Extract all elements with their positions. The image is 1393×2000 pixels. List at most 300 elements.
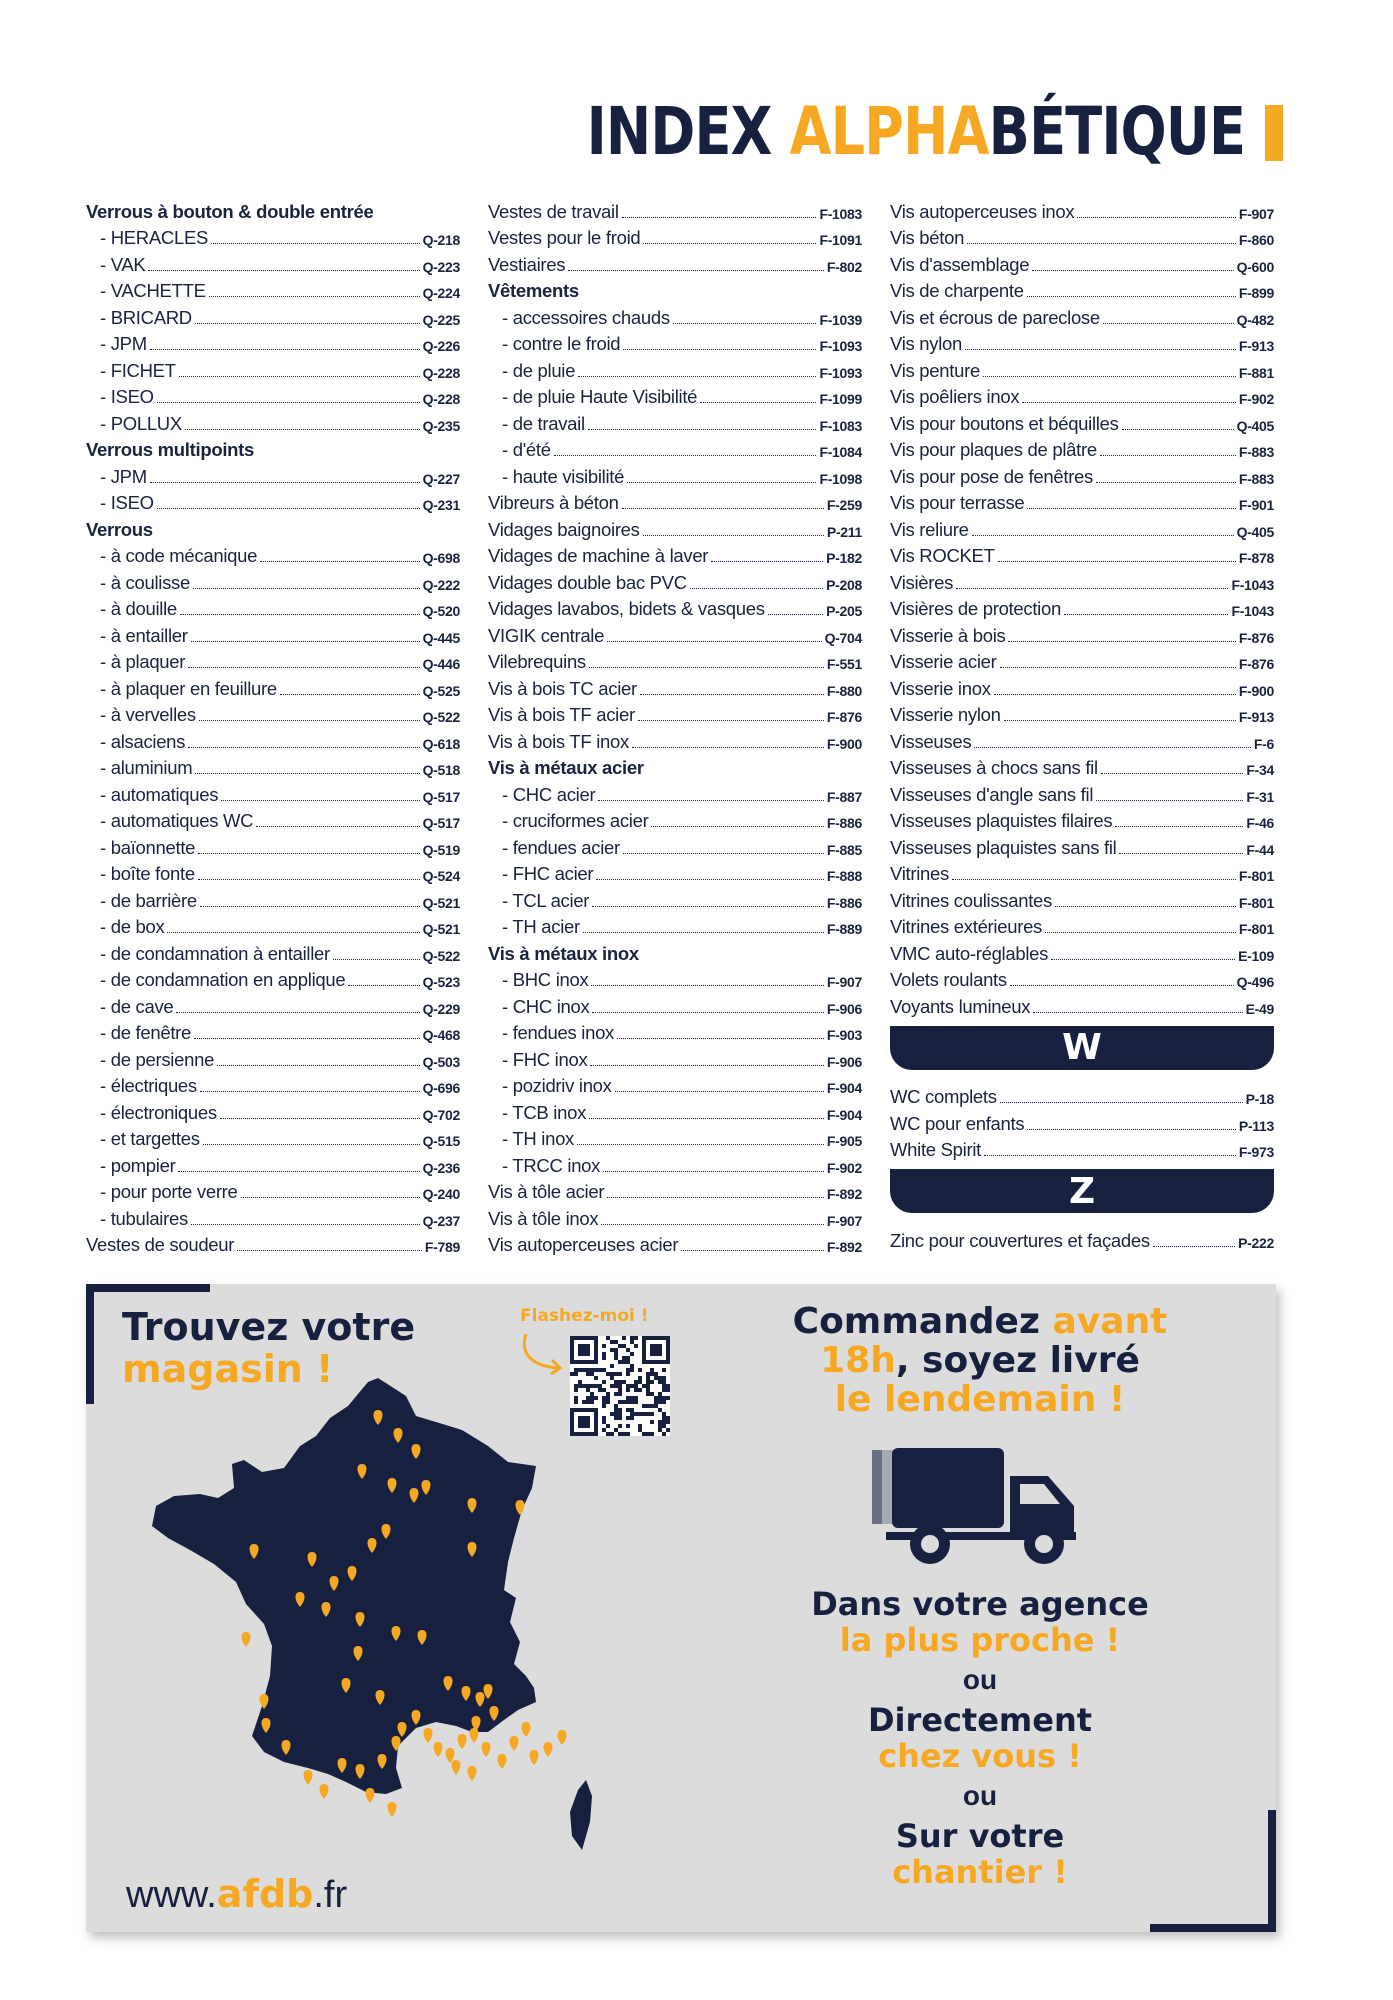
index-column-1 (86, 196, 460, 1256)
index-entry-page-code: F-904 (826, 1106, 862, 1123)
store-pin-icon[interactable] (452, 1760, 461, 1775)
dot-leader (592, 906, 824, 907)
index-entry[interactable] (86, 1150, 460, 1177)
dot-leader (601, 1224, 824, 1225)
index-entry-page-code: F-889 (826, 921, 862, 937)
index-entry-page-code: P-205 (826, 603, 862, 619)
dot-leader (1000, 667, 1236, 668)
index-entry-name: - de pluie Haute Visibilité (502, 386, 698, 407)
index-entry[interactable] (890, 1108, 1274, 1135)
store-pin-icon[interactable] (544, 1742, 553, 1757)
index-entry-page-code: Q-223 (422, 258, 460, 275)
index-entry[interactable] (86, 567, 460, 594)
index-entry-page-code: Q-405 (1236, 523, 1274, 540)
dot-leader (590, 1065, 824, 1066)
index-entry[interactable] (488, 647, 862, 674)
index-entry[interactable] (488, 779, 862, 806)
dot-leader (588, 429, 817, 430)
store-pin-icon[interactable] (424, 1728, 433, 1743)
index-entry[interactable] (890, 806, 1274, 833)
index-entry[interactable] (890, 302, 1274, 329)
index-entry[interactable] (890, 408, 1274, 435)
index-entry-page-code: F-259 (826, 497, 862, 513)
store-pin-icon[interactable] (482, 1742, 491, 1757)
letter-section-header: W (890, 1026, 1274, 1070)
index-entry-name: Visières de protection (890, 598, 1061, 619)
index-entry[interactable] (890, 223, 1274, 250)
index-entry-page-code: F-881 (1238, 364, 1274, 381)
index-entry[interactable] (890, 488, 1274, 515)
index-entry-name: - d'été (502, 439, 551, 460)
index-entry[interactable] (86, 965, 460, 992)
store-pin-icon[interactable] (388, 1802, 397, 1817)
dot-leader (241, 1197, 420, 1198)
index-entry[interactable] (488, 488, 862, 515)
index-entry[interactable] (890, 196, 1274, 223)
index-entry[interactable] (86, 302, 460, 329)
index-entry-page-code: F-876 (1238, 629, 1274, 646)
index-entry[interactable] (86, 276, 460, 303)
dot-leader (1055, 906, 1236, 907)
order-line1b: avant (1052, 1301, 1168, 1342)
index-entry[interactable] (890, 1135, 1274, 1162)
index-entry-name: - FHC inox (502, 1048, 588, 1070)
index-entry-page-code: E-109 (1238, 947, 1274, 964)
index-entry-page-code: F-892 (826, 1186, 862, 1202)
index-entry-page-code: F-913 (1238, 709, 1274, 725)
dot-leader (974, 747, 1251, 748)
index-entry-page-code: P-211 (826, 523, 862, 540)
index-entry-name: - CHC inox (502, 995, 590, 1017)
index-entry[interactable] (86, 1018, 460, 1045)
index-entry-page-code: F-907 (1238, 205, 1274, 222)
index-entry-page-code: F-34 (1246, 762, 1274, 778)
index-entry[interactable] (86, 726, 460, 753)
dot-leader (1100, 455, 1236, 456)
index-entry[interactable] (86, 1203, 460, 1230)
index-entry[interactable] (488, 355, 862, 382)
dot-leader (157, 402, 420, 403)
dot-leader (200, 906, 420, 907)
index-entry[interactable] (890, 329, 1274, 356)
dot-leader (1077, 217, 1236, 218)
index-category-heading (488, 276, 862, 303)
index-entry-name: - de persienne (100, 1048, 215, 1070)
dot-leader (1045, 932, 1236, 933)
index-entry[interactable] (86, 832, 460, 859)
index-entry[interactable] (890, 912, 1274, 939)
or-separator-2: ou (962, 1780, 998, 1811)
index-entry[interactable] (488, 620, 862, 647)
index-entry[interactable] (890, 673, 1274, 700)
index-entry[interactable] (86, 991, 460, 1018)
dot-leader (1122, 429, 1234, 430)
index-entry-name: Vis à bois TF acier (488, 704, 635, 725)
index-entry[interactable] (890, 991, 1274, 1018)
dot-leader (972, 535, 1234, 536)
index-entry-name: Vestes de travail (488, 200, 619, 222)
index-entry-name: - POLLUX (100, 412, 182, 434)
index-entry[interactable] (890, 541, 1274, 568)
banner-corner-left (86, 1284, 94, 1404)
index-entry-name: - et targettes (100, 1128, 200, 1149)
index-entry-name: - TRCC inox (502, 1154, 601, 1176)
index-entry[interactable] (488, 514, 862, 541)
dot-leader (1051, 959, 1235, 960)
index-entry[interactable] (488, 726, 862, 753)
index-entry[interactable] (890, 779, 1274, 806)
corsica-shape (570, 1780, 592, 1850)
dot-leader (681, 1250, 824, 1251)
index-entry-page-code: Q-224 (422, 285, 460, 301)
index-entry-name: Vitrines coulissantes (890, 889, 1052, 911)
index-entry[interactable] (488, 991, 862, 1018)
dot-leader (176, 1012, 419, 1013)
index-entry[interactable] (890, 567, 1274, 594)
dot-leader (150, 349, 420, 350)
index-entry[interactable] (488, 859, 862, 886)
website-url[interactable] (126, 1872, 347, 1917)
store-pin-icon[interactable] (242, 1632, 251, 1647)
index-entry-name: Vitrines (890, 863, 949, 884)
dot-leader (211, 243, 420, 244)
index-entry-page-code: F-901 (1238, 497, 1274, 513)
index-entry-name: - accessoires chauds (502, 306, 670, 328)
dot-leader (217, 1065, 420, 1066)
find-store-line2: magasin ! (122, 1347, 334, 1391)
index-entry[interactable] (86, 1044, 460, 1071)
index-entry[interactable] (488, 965, 862, 992)
index-entry-name: - automatiques WC (100, 810, 254, 831)
index-entry-page-code: Q-503 (422, 1053, 460, 1070)
index-entry-name: Vibreurs à béton (488, 492, 619, 513)
index-entry[interactable] (890, 594, 1274, 621)
dot-leader (188, 667, 419, 668)
index-entry[interactable] (488, 382, 862, 409)
index-entry-name: Visseuses (890, 730, 972, 752)
store-pin-icon[interactable] (470, 1728, 479, 1743)
index-entry[interactable] (488, 1203, 862, 1230)
index-entry-name: - cruciformes acier (502, 810, 649, 831)
index-entry-name: - boîte fonte (100, 863, 195, 884)
index-entry[interactable] (86, 779, 460, 806)
index-entry-page-code: F-899 (1238, 285, 1274, 301)
index-entry-name: - TH inox (502, 1128, 575, 1149)
dot-leader (1008, 641, 1235, 642)
dot-leader (998, 561, 1236, 562)
index-entry[interactable] (890, 885, 1274, 912)
dot-leader (200, 1091, 420, 1092)
dot-leader (220, 1118, 420, 1119)
index-entry[interactable] (86, 223, 460, 250)
dot-leader (984, 1155, 1236, 1156)
index-entry-name: Vis à tôle acier (488, 1181, 605, 1202)
index-entry-name: Vis à bois TF inox (488, 730, 629, 752)
index-entry-name: - tubulaires (100, 1207, 188, 1229)
title-part-alpha: ALPHA (789, 93, 989, 170)
index-entry[interactable] (890, 276, 1274, 303)
index-entry-name: Vestes pour le froid (488, 227, 641, 248)
index-entry-page-code: F-973 (1238, 1144, 1274, 1160)
index-entry-name: - TCL acier (502, 889, 590, 911)
agency-line2: la plus proche ! (839, 1621, 1121, 1659)
index-entry-page-code: Q-231 (422, 497, 460, 513)
index-entry[interactable] (488, 1124, 862, 1151)
index-entry-page-code: Q-515 (422, 1133, 460, 1149)
index-entry[interactable] (86, 1124, 460, 1151)
index-entry-name: Vis pour terrasse (890, 492, 1025, 513)
index-entry[interactable] (86, 885, 460, 912)
index-entry[interactable] (488, 567, 862, 594)
index-entry[interactable] (488, 435, 862, 462)
index-entry-name: Vestes de soudeur (86, 1234, 235, 1255)
index-entry[interactable] (86, 355, 460, 382)
index-entry-page-code: Q-517 (422, 815, 460, 831)
index-category-heading (86, 514, 460, 541)
index-entry[interactable] (488, 700, 862, 727)
index-entry-page-code: F-46 (1246, 815, 1274, 831)
index-entry[interactable] (86, 1230, 460, 1257)
index-entry[interactable] (86, 1071, 460, 1098)
index-entry[interactable] (488, 196, 862, 223)
store-pin-icon[interactable] (510, 1736, 519, 1751)
index-entry-name: - BHC inox (502, 969, 589, 990)
index-entry-name: Vis et écrous de pareclose (890, 306, 1100, 328)
index-entry[interactable] (86, 382, 460, 409)
index-entry[interactable] (86, 461, 460, 488)
index-entry-name: - de travail (502, 412, 585, 434)
index-entry-name: Vis reliure (890, 518, 969, 540)
dot-leader (1027, 296, 1236, 297)
index-entry[interactable] (890, 620, 1274, 647)
index-entry[interactable] (86, 938, 460, 965)
dot-leader (768, 614, 823, 615)
index-entry[interactable] (488, 1230, 862, 1257)
title-part-betique: BÉTIQUE (988, 93, 1245, 170)
delivery-truck-icon (860, 1440, 1100, 1570)
index-entry[interactable] (488, 1097, 862, 1124)
dot-leader (568, 270, 824, 271)
index-entry[interactable] (488, 832, 862, 859)
index-entry[interactable] (86, 753, 460, 780)
dot-leader (191, 641, 420, 642)
index-entry-name: - ISEO (100, 386, 154, 407)
dot-leader (1032, 270, 1233, 271)
index-entry[interactable] (86, 1177, 460, 1204)
order-heading (760, 1302, 1200, 1419)
index-entry-name: - automatiques (100, 783, 219, 805)
index-entry[interactable] (890, 461, 1274, 488)
index-entry-name: Vis de charpente (890, 280, 1024, 301)
index-entry[interactable] (488, 408, 862, 435)
store-pin-icon[interactable] (434, 1742, 443, 1757)
index-entry-name: Visserie nylon (890, 704, 1001, 725)
index-entry[interactable] (488, 594, 862, 621)
index-entry[interactable] (890, 355, 1274, 382)
index-entry-page-code: F-1099 (819, 391, 862, 407)
index-entry-page-code: F-913 (1238, 338, 1274, 354)
index-entry-name: - fendues acier (502, 836, 620, 858)
index-entry-page-code: F-902 (826, 1159, 862, 1176)
index-entry-name: WC complets (890, 1086, 997, 1107)
dot-leader (967, 243, 1236, 244)
index-entry-page-code: Q-222 (422, 576, 460, 593)
store-pin-icon[interactable] (304, 1770, 313, 1785)
index-entry-name: - de fenêtre (100, 1022, 192, 1043)
index-entry-name: - à coulisse (100, 571, 190, 593)
index-entry-page-code: F-883 (1238, 470, 1274, 487)
index-entry-name: Visserie à bois (890, 624, 1006, 646)
index-entry[interactable] (86, 673, 460, 700)
store-pin-icon[interactable] (522, 1722, 531, 1737)
index-entry[interactable] (488, 1044, 862, 1071)
index-entry[interactable] (890, 514, 1274, 541)
dot-leader (1004, 720, 1236, 721)
index-entry[interactable] (890, 435, 1274, 462)
index-entry[interactable] (86, 488, 460, 515)
index-entry[interactable] (86, 541, 460, 568)
index-entry[interactable] (86, 249, 460, 276)
index-entry[interactable] (890, 700, 1274, 727)
index-entry[interactable] (488, 302, 862, 329)
index-entry-page-code: Q-237 (422, 1212, 460, 1229)
index-entry-name: - pompier (100, 1154, 176, 1176)
index-entry[interactable] (890, 832, 1274, 859)
index-entry-page-code: Q-518 (422, 762, 460, 778)
index-entry-name: - de condamnation en applique (100, 969, 346, 990)
index-entry-name: - VAK (100, 253, 146, 275)
index-entry[interactable] (488, 1018, 862, 1045)
index-entry-page-code: P-18 (1245, 1091, 1274, 1107)
index-entry[interactable] (488, 1071, 862, 1098)
index-entry[interactable] (86, 1097, 460, 1124)
index-entry[interactable] (86, 700, 460, 727)
index-entry-page-code: F-902 (1238, 391, 1274, 407)
index-entry-page-code: F-1039 (819, 311, 862, 328)
index-entry-name: Verrous multipoints (86, 439, 255, 460)
index-entry[interactable] (86, 806, 460, 833)
dot-leader (583, 932, 824, 933)
dot-leader (598, 800, 824, 801)
index-entry-name: Vis nylon (890, 333, 963, 354)
dot-leader (148, 270, 419, 271)
index-entry[interactable] (890, 859, 1274, 886)
index-entry[interactable] (86, 329, 460, 356)
index-entry-page-code: Q-405 (1236, 417, 1274, 434)
dot-leader (622, 217, 817, 218)
index-entry[interactable] (890, 647, 1274, 674)
index-entry-page-code: Q-522 (422, 947, 460, 964)
dot-leader (956, 588, 1228, 589)
index-entry[interactable] (488, 1150, 862, 1177)
index-entry[interactable] (488, 885, 862, 912)
index-entry[interactable] (890, 753, 1274, 780)
index-entry-name: Visserie acier (890, 651, 997, 672)
index-entry[interactable] (86, 647, 460, 674)
index-entry[interactable] (488, 673, 862, 700)
store-pin-icon[interactable] (530, 1750, 539, 1765)
store-pin-icon[interactable] (320, 1784, 329, 1799)
index-entry[interactable] (890, 382, 1274, 409)
index-entry[interactable] (890, 1225, 1274, 1252)
index-entry-page-code: Q-521 (422, 894, 460, 911)
index-entry[interactable] (488, 806, 862, 833)
index-entry-page-code: F-1098 (819, 470, 862, 487)
dot-leader (209, 296, 420, 297)
index-entry[interactable] (488, 912, 862, 939)
dot-leader (188, 747, 419, 748)
index-entry-page-code: Q-228 (422, 391, 460, 407)
index-entry[interactable] (488, 1177, 862, 1204)
index-entry-page-code: Q-218 (422, 232, 460, 248)
index-entry[interactable] (890, 965, 1274, 992)
index-entry[interactable] (890, 726, 1274, 753)
index-entry-name: Visières (890, 571, 954, 593)
index-entry-name: - de cave (100, 995, 174, 1017)
index-entry-page-code: F-801 (1238, 921, 1274, 937)
index-entry[interactable] (488, 461, 862, 488)
index-entry[interactable] (86, 620, 460, 647)
index-entry-page-code: P-113 (1238, 1117, 1274, 1134)
index-entry[interactable] (890, 1082, 1274, 1109)
store-pin-icon[interactable] (366, 1788, 375, 1803)
index-entry-name: Zinc pour couvertures et façades (890, 1229, 1150, 1251)
index-entry-page-code: F-860 (1238, 232, 1274, 248)
store-pin-icon[interactable] (446, 1748, 455, 1763)
index-entry[interactable] (488, 223, 862, 250)
index-entry-name: - de condamnation à entailler (100, 942, 330, 964)
order-line2b: , soyez livré (895, 1340, 1140, 1381)
index-entry-page-code: Q-225 (422, 311, 460, 328)
index-entry-page-code: Q-229 (422, 1000, 460, 1017)
dot-leader (1115, 826, 1243, 827)
dot-leader (711, 561, 823, 562)
dot-leader (622, 508, 824, 509)
index-entry[interactable] (488, 541, 862, 568)
index-entry-name: Vis penture (890, 359, 980, 381)
index-entry-page-code: F-1083 (819, 205, 862, 222)
index-entry[interactable] (488, 329, 862, 356)
dot-leader (952, 879, 1236, 880)
store-pin-icon[interactable] (558, 1730, 567, 1745)
dot-leader (193, 588, 420, 589)
index-entry-name: - HERACLES (100, 227, 209, 248)
index-entry[interactable] (86, 912, 460, 939)
dot-leader (157, 508, 420, 509)
store-pin-icon[interactable] (498, 1754, 507, 1769)
index-entry[interactable] (86, 408, 460, 435)
index-entry-page-code: F-1091 (819, 232, 862, 248)
index-entry-name: - VACHETTE (100, 280, 206, 301)
index-entry-page-code: F-876 (826, 709, 862, 725)
index-entry[interactable] (86, 859, 460, 886)
index-entry-page-code: Q-702 (422, 1106, 460, 1123)
index-entry-name: Vis béton (890, 227, 965, 248)
index-entry[interactable] (890, 938, 1274, 965)
site-line2: chantier ! (892, 1853, 1068, 1891)
dot-leader (150, 482, 420, 483)
index-entry[interactable] (86, 594, 460, 621)
index-column-3 (890, 196, 1274, 1252)
index-entry[interactable] (890, 249, 1274, 276)
index-entry-name: Visseuses d'angle sans fil (890, 783, 1094, 805)
index-entry-name: White Spirit (890, 1139, 981, 1160)
store-pin-icon[interactable] (458, 1734, 467, 1749)
index-entry-name: Vidages baignoires (488, 518, 640, 540)
store-pin-icon[interactable] (468, 1766, 477, 1781)
index-entry[interactable] (488, 249, 862, 276)
dot-leader (615, 1091, 824, 1092)
